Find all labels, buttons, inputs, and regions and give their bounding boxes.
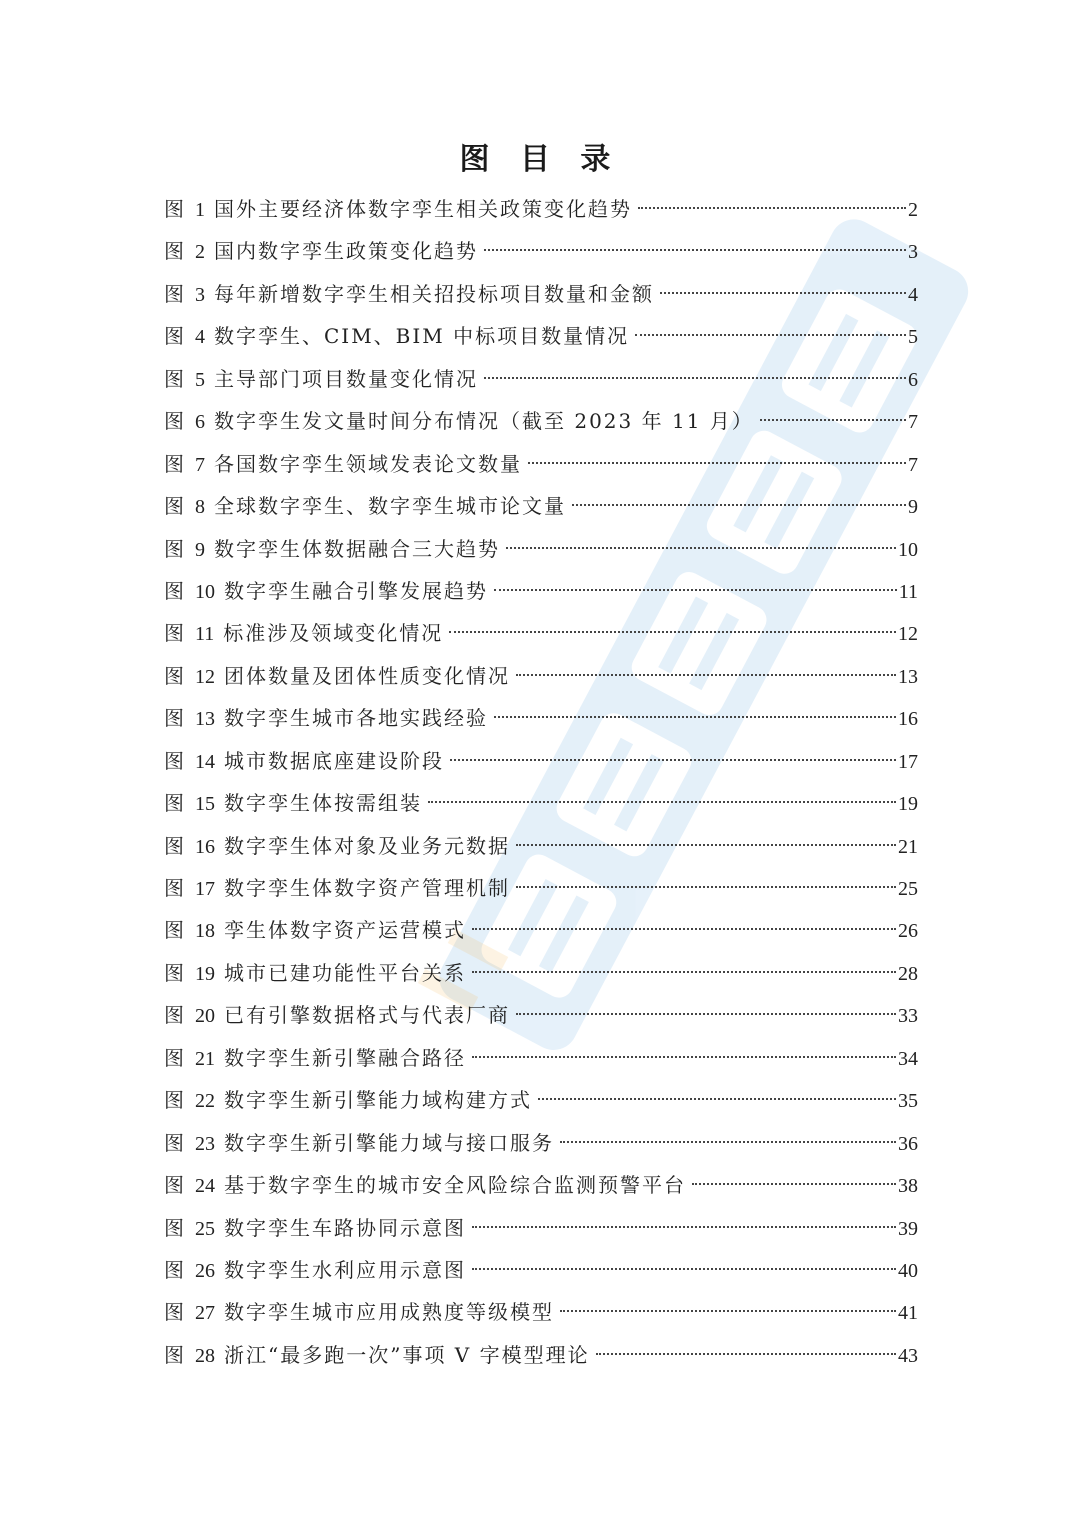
figure-label: 图 xyxy=(164,663,185,688)
figure-title: 数字孪生水利应用示意图 xyxy=(224,1257,466,1282)
page-title: 图 目 录 xyxy=(459,142,621,177)
figure-title: 数字孪生城市各地实践经验 xyxy=(224,706,488,731)
figure-entry[interactable] xyxy=(164,825,918,867)
page-number: 28 xyxy=(898,962,918,985)
figure-label: 图 xyxy=(164,1300,185,1325)
page-number: 17 xyxy=(898,750,918,773)
page-number: 12 xyxy=(898,623,918,646)
figure-entry[interactable] xyxy=(164,1207,918,1249)
figure-label: 图 xyxy=(164,451,185,476)
dot-leader xyxy=(572,504,906,506)
dot-leader xyxy=(449,631,896,633)
figure-label: 图 xyxy=(164,409,185,434)
page-number: 41 xyxy=(898,1302,918,1325)
figure-title: 每年新增数字孪生相关招投标项目数量和金额 xyxy=(214,281,654,306)
figure-entry[interactable] xyxy=(164,697,918,739)
figure-label: 图 xyxy=(164,748,185,773)
figure-entry[interactable] xyxy=(164,994,918,1036)
figure-entry[interactable] xyxy=(164,1291,918,1333)
figure-entry[interactable] xyxy=(164,952,918,994)
figure-number: 2 xyxy=(195,241,205,264)
figure-number: 25 xyxy=(195,1217,215,1240)
figure-title: 数字孪生发文量时间分布情况（截至 2023 年 11 月） xyxy=(214,409,754,434)
dot-leader xyxy=(528,462,906,464)
figure-label: 图 xyxy=(164,281,185,306)
figure-number: 17 xyxy=(195,878,215,900)
figure-number: 12 xyxy=(195,665,215,688)
figure-number: 14 xyxy=(195,750,215,773)
figure-label: 图 xyxy=(164,536,185,561)
figure-entry[interactable] xyxy=(164,1334,918,1376)
page-number: 7 xyxy=(908,411,918,434)
figure-number: 11 xyxy=(195,623,215,646)
page-number: 26 xyxy=(898,920,918,943)
page-number: 36 xyxy=(898,1132,918,1155)
dot-leader xyxy=(428,801,896,803)
page-number: 39 xyxy=(898,1217,918,1240)
page-number: 5 xyxy=(908,326,918,349)
figure-label: 图 xyxy=(164,791,185,816)
page-number: 4 xyxy=(908,283,918,306)
figure-number: 19 xyxy=(195,962,215,985)
figure-label: 图 xyxy=(164,918,185,943)
figure-entry[interactable] xyxy=(164,1249,918,1291)
figure-entry[interactable] xyxy=(164,230,918,272)
figure-entry[interactable] xyxy=(164,528,918,570)
figure-label: 图 xyxy=(164,366,185,391)
dot-leader xyxy=(638,207,906,209)
figure-number: 16 xyxy=(195,835,215,858)
page-number: 10 xyxy=(898,538,918,561)
figure-number: 18 xyxy=(195,920,215,943)
figure-number: 13 xyxy=(195,708,215,731)
dot-leader xyxy=(692,1183,896,1185)
dot-leader xyxy=(484,377,906,379)
page-number: 6 xyxy=(908,368,918,391)
figure-number: 24 xyxy=(195,1175,215,1198)
dot-leader xyxy=(760,419,906,421)
figure-entry[interactable] xyxy=(164,273,918,315)
figure-label: 图 xyxy=(164,876,185,900)
figure-number: 27 xyxy=(195,1302,215,1325)
dot-leader xyxy=(472,971,896,973)
figure-entry[interactable] xyxy=(164,570,918,612)
page-number: 34 xyxy=(898,1047,918,1070)
figure-label: 图 xyxy=(164,578,185,603)
figure-entry[interactable] xyxy=(164,358,918,400)
figure-title: 浙江“最多跑一次”事项 V 字模型理论 xyxy=(224,1342,590,1367)
dot-leader xyxy=(472,928,896,930)
figure-entry[interactable] xyxy=(164,400,918,442)
figure-title: 基于数字孪生的城市安全风险综合监测预警平台 xyxy=(224,1173,686,1198)
dot-leader xyxy=(516,674,896,676)
dot-leader xyxy=(516,1013,896,1015)
figure-entry[interactable] xyxy=(164,1164,918,1206)
figure-entry[interactable] xyxy=(164,740,918,782)
figure-title: 数字孪生新引擎能力域构建方式 xyxy=(224,1088,532,1113)
figure-number: 10 xyxy=(195,580,215,603)
figure-number: 8 xyxy=(195,496,205,519)
figure-label: 图 xyxy=(164,1342,185,1367)
figure-title: 各国数字孪生领域发表论文数量 xyxy=(214,451,522,476)
figure-title: 数字孪生融合引擎发展趋势 xyxy=(224,578,488,603)
figure-title: 城市数据底座建设阶段 xyxy=(224,748,444,773)
dot-leader xyxy=(560,1310,896,1312)
dot-leader xyxy=(494,589,897,591)
figure-entry[interactable] xyxy=(164,1079,918,1121)
dot-leader xyxy=(538,1098,896,1100)
figure-label: 图 xyxy=(164,1003,185,1028)
dot-leader xyxy=(560,1141,896,1143)
dot-leader xyxy=(635,334,906,336)
figure-label: 图 xyxy=(164,1257,185,1282)
figure-number: 5 xyxy=(195,368,205,391)
figure-number: 28 xyxy=(195,1344,215,1367)
dot-leader xyxy=(472,1226,896,1228)
page-number: 21 xyxy=(898,835,918,858)
figure-number: 23 xyxy=(195,1132,215,1155)
figure-number: 4 xyxy=(195,326,205,349)
figure-title: 国外主要经济体数字孪生相关政策变化趋势 xyxy=(214,197,632,221)
dot-leader xyxy=(516,844,896,846)
page-number: 35 xyxy=(898,1090,918,1113)
dot-leader xyxy=(516,886,896,888)
figure-title: 数字孪生新引擎能力域与接口服务 xyxy=(224,1130,554,1155)
figure-title: 数字孪生车路协同示意图 xyxy=(224,1215,466,1240)
figure-label: 图 xyxy=(164,1173,185,1198)
figure-title: 已有引擎数据格式与代表厂商 xyxy=(224,1003,510,1028)
figure-entry[interactable] xyxy=(164,655,918,697)
figure-number: 7 xyxy=(195,453,205,476)
figure-title: 数字孪生体对象及业务元数据 xyxy=(224,833,510,858)
dot-leader xyxy=(506,547,896,549)
figure-entry[interactable] xyxy=(164,1037,918,1079)
figure-label: 图 xyxy=(164,960,185,985)
figure-title: 数字孪生城市应用成熟度等级模型 xyxy=(224,1300,554,1325)
figure-number: 21 xyxy=(195,1047,215,1070)
figure-title: 孪生体数字资产运营模式 xyxy=(224,918,466,943)
figure-entry[interactable] xyxy=(164,782,918,824)
figure-entry[interactable] xyxy=(164,1122,918,1164)
figure-title: 团体数量及团体性质变化情况 xyxy=(224,663,510,688)
page-number: 9 xyxy=(908,496,918,519)
figure-number: 20 xyxy=(195,1005,215,1028)
figure-label: 图 xyxy=(164,494,185,519)
figure-title: 数字孪生新引擎融合路径 xyxy=(224,1045,466,1070)
figure-label: 图 xyxy=(164,833,185,858)
figure-entry[interactable] xyxy=(164,485,918,527)
page-number: 40 xyxy=(898,1259,918,1282)
page-number: 25 xyxy=(898,878,918,900)
dot-leader xyxy=(494,716,896,718)
figure-entry[interactable] xyxy=(164,315,918,357)
dot-leader xyxy=(484,249,906,251)
page-number: 7 xyxy=(908,453,918,476)
figure-title: 数字孪生、CIM、BIM 中标项目数量情况 xyxy=(214,324,630,349)
page-number: 3 xyxy=(908,241,918,264)
figure-entry[interactable] xyxy=(164,867,918,909)
figure-title: 数字孪生体数字资产管理机制 xyxy=(224,876,510,900)
figure-entry[interactable] xyxy=(164,909,918,951)
figure-label: 图 xyxy=(164,1215,185,1240)
figure-label: 图 xyxy=(164,197,185,221)
figure-title: 数字孪生体数据融合三大趋势 xyxy=(214,536,500,561)
figure-entry[interactable] xyxy=(164,443,918,485)
figure-title: 城市已建功能性平台关系 xyxy=(224,960,466,985)
figure-number: 6 xyxy=(195,411,205,434)
page-number: 16 xyxy=(898,708,918,731)
figure-label: 图 xyxy=(164,621,185,646)
figure-number: 1 xyxy=(195,199,205,221)
figure-number: 22 xyxy=(195,1090,215,1113)
figure-entry[interactable] xyxy=(164,612,918,654)
dot-leader xyxy=(450,759,896,761)
page-number: 33 xyxy=(898,1005,918,1028)
figure-number: 26 xyxy=(195,1259,215,1282)
figure-title: 国内数字孪生政策变化趋势 xyxy=(214,239,478,264)
figure-title: 标准涉及领域变化情况 xyxy=(223,621,444,646)
figure-number: 9 xyxy=(195,538,205,561)
figure-title: 数字孪生体按需组装 xyxy=(224,791,422,816)
figure-number: 15 xyxy=(195,793,215,816)
dot-leader xyxy=(472,1268,896,1270)
page-number: 43 xyxy=(898,1344,918,1367)
figure-list xyxy=(164,188,918,1376)
figure-label: 图 xyxy=(164,239,185,264)
dot-leader xyxy=(596,1353,896,1355)
dot-leader xyxy=(472,1056,896,1058)
figure-entry[interactable] xyxy=(164,188,918,230)
dot-leader xyxy=(660,292,906,294)
page-number: 13 xyxy=(898,665,918,688)
figure-label: 图 xyxy=(164,706,185,731)
page-number: 11 xyxy=(898,580,918,603)
figure-label: 图 xyxy=(164,324,185,349)
figure-label: 图 xyxy=(164,1088,185,1113)
page-number: 2 xyxy=(908,199,918,221)
figure-label: 图 xyxy=(164,1045,185,1070)
figure-label: 图 xyxy=(164,1130,185,1155)
figure-number: 3 xyxy=(195,283,205,306)
page-number: 19 xyxy=(898,793,918,816)
page-number: 38 xyxy=(898,1175,918,1198)
figure-title: 全球数字孪生、数字孪生城市论文量 xyxy=(214,494,566,519)
figure-title: 主导部门项目数量变化情况 xyxy=(214,366,478,391)
